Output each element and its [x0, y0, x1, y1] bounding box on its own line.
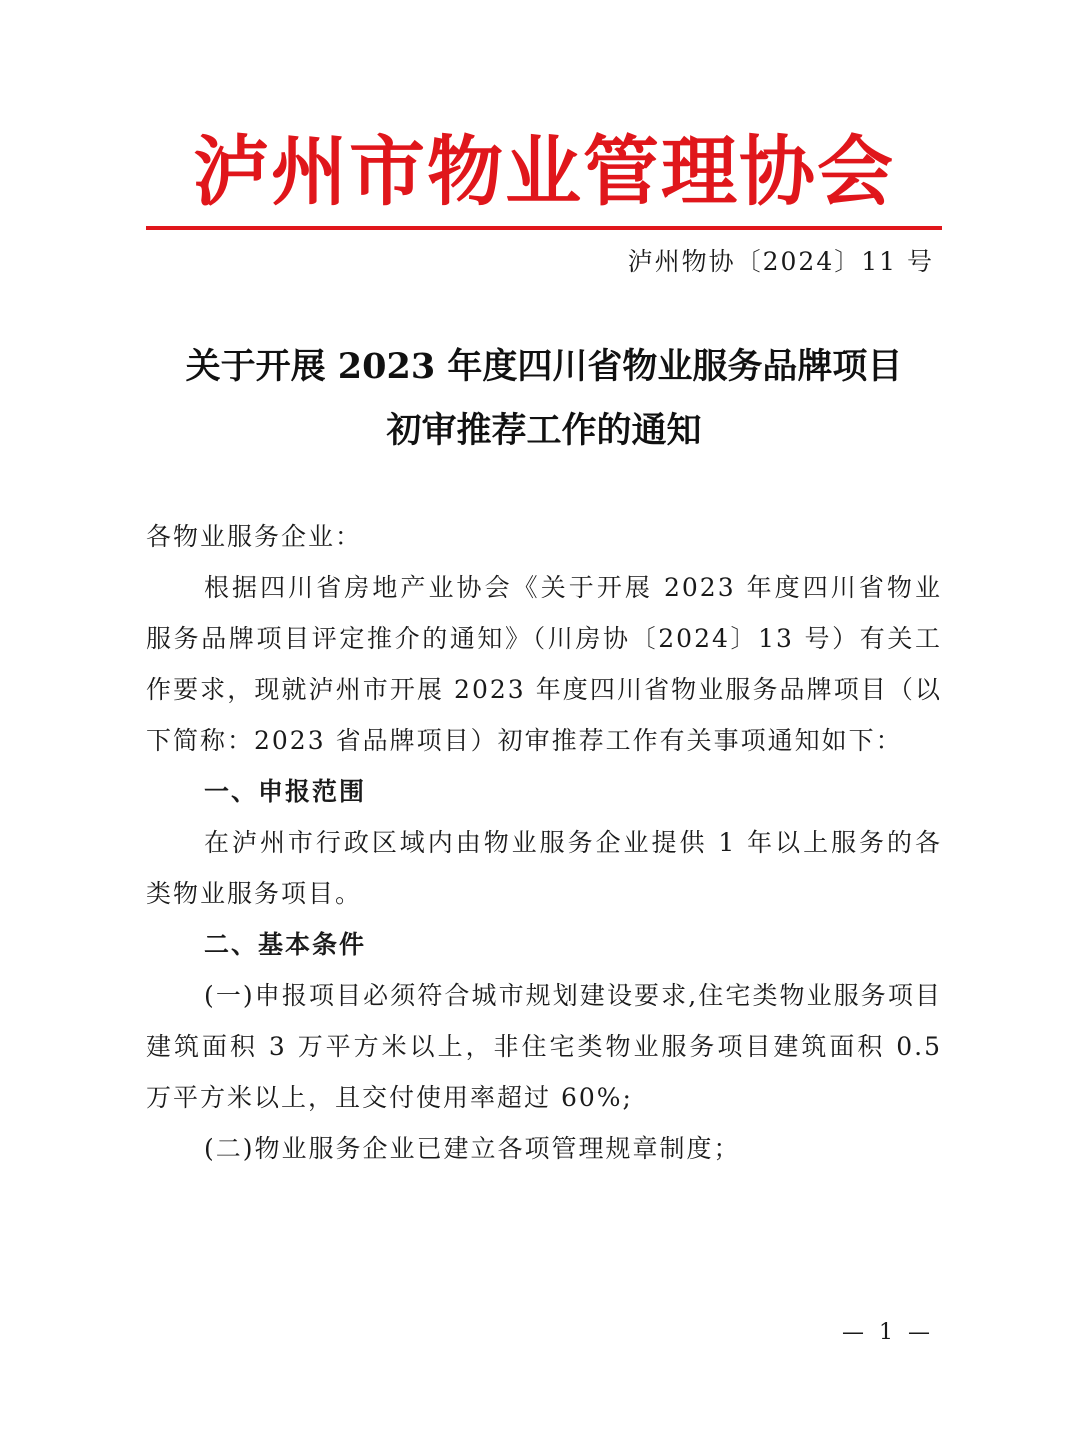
section-heading-scope: 一、申报范围	[204, 777, 367, 806]
intro-paragraph: 根据四川省房地产业协会《关于开展 2023 年度四川省物业服务品牌项目评定推介的通知》（川房协〔2024〕13 号）有关工作要求，现就泸州市开展 2023 年度四川省物业服务品牌项目（以下简称：2023 省品牌项目）初审推荐工作有关事项通知如下：	[146, 573, 942, 755]
document-title	[146, 335, 942, 463]
condition-item-2: (二)物业服务企业已建立各项管理规章制度；	[204, 1134, 741, 1163]
page-number: — 1 —	[842, 1320, 934, 1345]
masthead-org-name: 泸州市物业管理协会	[193, 127, 895, 216]
document-number: 泸州物协〔2024〕11 号	[627, 247, 934, 276]
masthead-red-rule	[146, 226, 942, 230]
title-line-2: 初审推荐工作的通知	[386, 410, 702, 451]
document-body	[146, 511, 942, 1174]
section-heading-conditions: 二、基本条件	[204, 930, 367, 959]
scope-paragraph: 在泸州市行政区域内由物业服务企业提供 1 年以上服务的各类物业服务项目。	[146, 828, 942, 908]
title-line-1: 关于开展 2023 年度四川省物业服务品牌项目	[185, 346, 903, 387]
salutation: 各物业服务企业：	[146, 522, 363, 551]
condition-item-1: (一)申报项目必须符合城市规划建设要求,住宅类物业服务项目建筑面积 3 万平方米以上，非住宅类物业服务项目建筑面积 0.5 万平方米以上，且交付使用率超过 60%;	[146, 981, 942, 1112]
